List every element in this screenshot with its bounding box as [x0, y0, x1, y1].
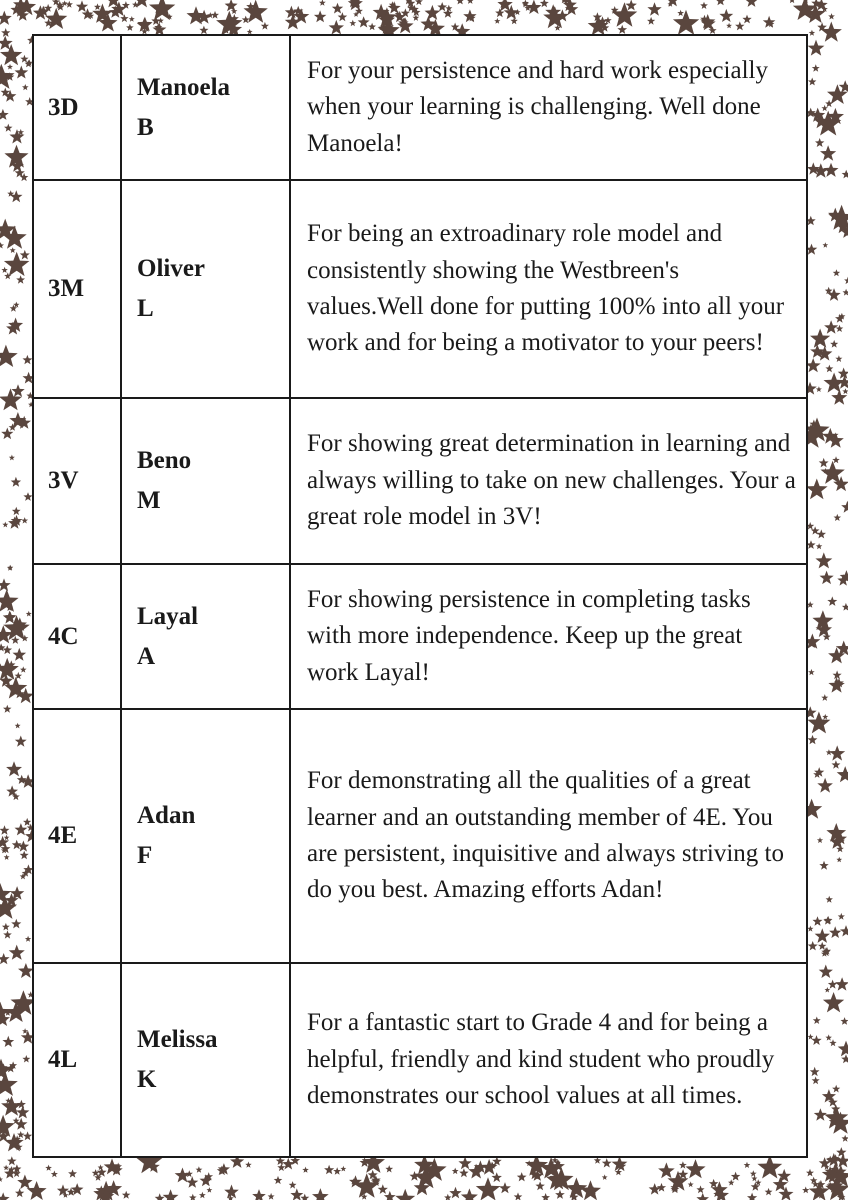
star-icon [719, 9, 733, 22]
star-icon [186, 1176, 198, 1188]
star-icon [7, 64, 13, 70]
star-icon [815, 138, 824, 147]
star-icon [22, 1055, 30, 1063]
star-icon [163, 1189, 179, 1200]
star-icon [20, 666, 27, 672]
star-icon [7, 1156, 17, 1165]
star-icon [808, 735, 818, 744]
star-icon [132, 1, 139, 8]
star-icon [384, 1191, 396, 1200]
star-icon [728, 1179, 735, 1185]
star-icon [842, 170, 848, 179]
class-cell: 3M [33, 180, 121, 398]
star-icon [499, 1182, 511, 1193]
star-icon [20, 851, 29, 860]
star-icon [588, 16, 609, 36]
star-icon [830, 340, 838, 348]
star-icon [825, 1034, 832, 1040]
star-icon [843, 289, 848, 296]
star-icon [824, 320, 838, 333]
star-icon [289, 1181, 297, 1189]
star-icon [329, 20, 344, 35]
star-icon [821, 105, 828, 111]
star-icon [268, 1193, 275, 1200]
star-icon [360, 1157, 370, 1167]
star-icon [625, 0, 637, 10]
awards-table [32, 34, 808, 1158]
star-icon [829, 745, 845, 760]
star-icon [841, 1054, 848, 1063]
student-name-cell [121, 963, 290, 1157]
star-icon [807, 926, 813, 932]
star-icon [841, 1017, 848, 1025]
star-icon [15, 66, 29, 79]
star-icon [11, 919, 21, 929]
star-icon [715, 0, 725, 5]
star-icon [677, 10, 684, 16]
star-icon [0, 953, 10, 964]
star-icon [688, 1181, 694, 1187]
star-icon [8, 517, 21, 529]
table-row [33, 564, 807, 709]
star-icon [555, 1190, 565, 1199]
star-icon [459, 1168, 468, 1177]
star-icon [395, 1189, 415, 1200]
star-icon [837, 766, 848, 782]
star-icon [277, 1163, 285, 1171]
star-icon [815, 552, 832, 568]
star-icon [0, 578, 11, 591]
star-icon [700, 2, 708, 9]
star-icon [813, 917, 822, 925]
star-icon [368, 23, 376, 30]
star-icon [17, 1131, 24, 1138]
star-icon [731, 1172, 740, 1181]
star-icon [0, 11, 12, 25]
star-icon [511, 17, 518, 24]
star-icon [827, 596, 837, 606]
class-cell: 4E [33, 709, 121, 963]
star-icon [810, 1067, 820, 1076]
star-icon [62, 0, 68, 6]
star-icon [9, 455, 15, 461]
star-icon [23, 355, 33, 364]
star-icon [467, 0, 474, 4]
star-icon [15, 723, 21, 729]
student-first-name: Layal [137, 602, 199, 630]
star-icon [0, 345, 18, 367]
star-icon [617, 25, 627, 34]
star-icon [122, 1191, 130, 1199]
star-icon [126, 24, 134, 31]
star-icon [15, 1188, 24, 1197]
student-initial: A [137, 642, 156, 670]
star-icon [778, 1187, 793, 1200]
star-icon [658, 1162, 675, 1178]
star-icon [4, 835, 10, 841]
star-icon [816, 386, 822, 392]
star-icon [726, 23, 732, 29]
star-icon [709, 1179, 719, 1188]
student-first-name: Manoela [137, 73, 231, 101]
star-icon [199, 1192, 206, 1199]
star-icon [649, 1183, 661, 1195]
award-message-cell: For showing great determination in learning and always willing to take on new challenges. Your a great role model in 3V! [290, 398, 807, 564]
star-icon [841, 501, 848, 513]
star-icon [832, 456, 839, 463]
star-icon [324, 1165, 334, 1175]
star-icon [25, 936, 31, 942]
star-icon [409, 1171, 419, 1181]
star-icon [437, 2, 447, 11]
star-icon [149, 0, 175, 20]
class-cell: 3D [33, 35, 121, 180]
star-icon [314, 10, 327, 22]
star-icon [461, 1188, 478, 1200]
star-icon [745, 0, 758, 7]
star-icon [751, 1175, 757, 1181]
star-icon [765, 1188, 773, 1196]
star-icon [456, 0, 465, 4]
star-icon [828, 677, 844, 693]
star-icon [0, 1192, 10, 1200]
star-icon [829, 926, 841, 938]
star-icon [735, 21, 745, 30]
star-icon [385, 1165, 393, 1172]
star-icon [2, 522, 8, 528]
star-icon [808, 1034, 814, 1040]
star-icon [826, 896, 833, 903]
class-cell: 3V [33, 398, 121, 564]
student-first-name: Beno [137, 447, 192, 474]
star-icon [261, 22, 269, 30]
star-icon [23, 1131, 32, 1140]
student-initial: F [137, 842, 153, 869]
star-icon [827, 1153, 841, 1166]
star-icon [747, 1193, 757, 1200]
star-icon [4, 854, 10, 860]
star-icon [679, 1161, 687, 1168]
star-icon [541, 1193, 550, 1200]
star-icon [602, 1174, 608, 1180]
student-initial: M [137, 487, 161, 514]
star-icon [68, 1169, 77, 1177]
star-icon [838, 368, 848, 379]
star-icon [349, 20, 356, 27]
star-icon [23, 818, 31, 826]
star-icon [120, 14, 128, 22]
star-icon [290, 1188, 303, 1200]
star-icon [816, 543, 822, 549]
star-icon [823, 992, 844, 1012]
star-icon [20, 250, 30, 260]
star-icon [1, 267, 7, 273]
star-icon [842, 1135, 848, 1142]
star-icon [2, 1036, 14, 1047]
star-icon [224, 1185, 239, 1199]
star-icon [819, 861, 828, 870]
star-icon [750, 1170, 757, 1177]
student-name-cell [121, 35, 290, 180]
star-icon [300, 1194, 309, 1200]
award-message-cell: For being an extroadinary role model and consistently showing the Westbreen's values.Well done for putting 100% into all your work and for being a motivator to your peers! [290, 180, 807, 398]
star-icon [476, 1177, 501, 1200]
star-icon [812, 1077, 820, 1085]
star-icon [12, 507, 21, 515]
student-name-cell [121, 564, 290, 709]
star-icon [158, 18, 164, 24]
award-message-cell: For a fantastic start to Grade 4 and for being a helpful, friendly and kind student who proudly demonstrates our school values at all times. [290, 963, 807, 1157]
star-icon [802, 1187, 809, 1194]
star-icon [810, 1177, 818, 1184]
table-row [33, 398, 807, 564]
star-icon [129, 16, 135, 22]
star-icon [580, 1180, 601, 1200]
star-icon [809, 30, 815, 36]
table-row [33, 963, 807, 1157]
star-icon [199, 26, 208, 35]
star-icon [815, 928, 830, 943]
star-icon [187, 6, 206, 24]
star-icon [494, 18, 500, 24]
star-icon [808, 669, 815, 675]
star-icon [45, 1165, 52, 1171]
star-icon [444, 1194, 451, 1200]
star-icon [388, 1, 401, 13]
star-icon [12, 840, 22, 849]
star-icon [828, 980, 837, 989]
star-icon [11, 477, 21, 487]
star-icon [0, 825, 9, 834]
star-icon [742, 15, 751, 24]
star-icon [6, 761, 22, 776]
star-icon [252, 1189, 266, 1200]
star-icon [45, 8, 67, 29]
student-first-name: Oliver [137, 255, 206, 282]
student-name-cell [121, 709, 290, 963]
star-icon [338, 12, 348, 21]
star-icon [196, 1166, 203, 1173]
star-icon [245, 1162, 252, 1168]
star-icon [57, 1184, 69, 1196]
star-icon [189, 1194, 197, 1200]
star-icon [666, 0, 680, 6]
star-icon [540, 0, 549, 7]
star-icon [18, 841, 30, 852]
star-icon [657, 1183, 666, 1192]
star-icon [806, 479, 828, 500]
star-icon [817, 837, 823, 843]
star-icon [839, 80, 848, 92]
star-icon [274, 1176, 283, 1184]
star-icon [826, 749, 832, 755]
class-cell: 4C [33, 564, 121, 709]
star-icon [833, 670, 842, 679]
star-icon [821, 694, 828, 701]
star-icon [838, 913, 845, 920]
star-icon [763, 16, 776, 28]
star-icon [842, 603, 848, 611]
star-icon [842, 388, 848, 394]
award-message-cell: For your persistence and hard work especially when your learning is challenging. Well done Manoela! [290, 35, 807, 180]
star-icon [66, 1, 73, 8]
star-icon [13, 648, 27, 661]
star-icon [820, 571, 834, 585]
star-icon [319, 0, 326, 6]
star-icon [602, 1158, 612, 1167]
star-icon [10, 190, 23, 202]
star-icon [808, 40, 825, 56]
class-cell: 4L [33, 963, 121, 1157]
student-initial: B [137, 113, 154, 141]
star-icon [216, 11, 242, 36]
star-icon [822, 714, 828, 720]
star-icon [0, 242, 4, 248]
star-icon [836, 1147, 846, 1157]
star-icon [836, 845, 844, 852]
star-icon [0, 1177, 3, 1182]
star-icon [312, 1188, 329, 1200]
award-message-cell: For demonstrating all the qualities of a great learner and an outstanding member of 4E. You are persistent, inquisitive and always striving to do you best. Amazing efforts Adan! [290, 709, 807, 963]
star-icon [415, 0, 423, 5]
star-icon [811, 1035, 821, 1045]
award-message-cell: For showing persistence in completing tasks with more independence. Keep up the great work Layal! [290, 564, 807, 709]
star-icon [4, 124, 13, 132]
star-icon [835, 977, 848, 990]
star-icon [835, 355, 842, 362]
star-icon [819, 965, 833, 979]
star-icon [834, 514, 842, 521]
star-icon [819, 458, 829, 468]
star-icon [821, 22, 842, 42]
star-icon [806, 1169, 814, 1177]
star-icon [838, 1041, 848, 1057]
star-icon [757, 1155, 782, 1179]
star-icon [828, 13, 835, 19]
star-icon [3, 705, 12, 713]
star-icon [517, 1172, 527, 1181]
star-icon [340, 1166, 346, 1172]
star-icon [3, 930, 12, 938]
star-icon [673, 10, 699, 35]
star-icon [817, 778, 833, 793]
star-icon [98, 1164, 104, 1170]
star-icon [425, 5, 441, 20]
student-initial: L [137, 295, 154, 322]
star-icon [789, 0, 796, 3]
star-icon [0, 109, 9, 120]
star-icon [833, 269, 840, 276]
star-icon [378, 1184, 388, 1194]
star-icon [744, 1162, 751, 1168]
star-icon [17, 1175, 32, 1190]
star-icon [26, 611, 32, 617]
star-icon [696, 1193, 709, 1200]
star-icon [452, 1168, 459, 1175]
star-icon [825, 987, 831, 993]
star-icon [458, 1157, 471, 1170]
student-name-cell [121, 398, 290, 564]
star-icon [20, 55, 28, 63]
star-icon [813, 1017, 821, 1025]
star-icon [15, 736, 27, 747]
star-icon [810, 329, 830, 348]
star-icon [302, 1167, 309, 1173]
star-icon [647, 17, 655, 25]
star-icon [332, 3, 343, 14]
table-row [33, 709, 807, 963]
star-icon [832, 760, 841, 768]
star-icon [10, 247, 16, 253]
star-icon [823, 242, 829, 248]
student-name-cell [121, 180, 290, 398]
star-icon [225, 0, 238, 11]
star-icon [844, 277, 848, 284]
star-icon [94, 3, 101, 10]
star-icon [155, 1193, 165, 1200]
table-row [33, 35, 807, 180]
star-icon [535, 1181, 545, 1190]
star-icon [16, 1106, 29, 1119]
star-icon [812, 64, 820, 71]
star-icon [333, 1167, 341, 1175]
star-icon [823, 633, 831, 641]
star-icon [832, 1085, 840, 1093]
star-icon [495, 8, 504, 17]
star-icon [9, 945, 25, 960]
star-icon [825, 365, 833, 373]
star-icon [3, 1165, 9, 1171]
star-icon [1, 28, 10, 37]
table-row [33, 180, 807, 398]
star-icon [836, 857, 842, 862]
star-icon [696, 1185, 704, 1193]
star-icon [51, 1171, 58, 1178]
star-icon [2, 923, 10, 931]
star-icon [11, 384, 24, 397]
star-icon [685, 1159, 705, 1178]
star-icon [16, 275, 25, 283]
star-icon [27, 1181, 47, 1200]
star-icon [818, 942, 826, 950]
student-first-name: Melissa [137, 1026, 218, 1053]
star-icon [207, 1187, 213, 1193]
star-icon [21, 517, 28, 523]
star-icon [808, 941, 818, 950]
student-initial: K [137, 1066, 157, 1093]
star-icon [358, 16, 370, 27]
star-icon [808, 78, 816, 86]
star-icon [514, 1192, 523, 1200]
student-first-name: Adan [137, 802, 196, 829]
star-icon [647, 2, 661, 16]
star-icon [514, 9, 520, 15]
star-icon [76, 0, 88, 12]
star-icon [22, 84, 29, 90]
